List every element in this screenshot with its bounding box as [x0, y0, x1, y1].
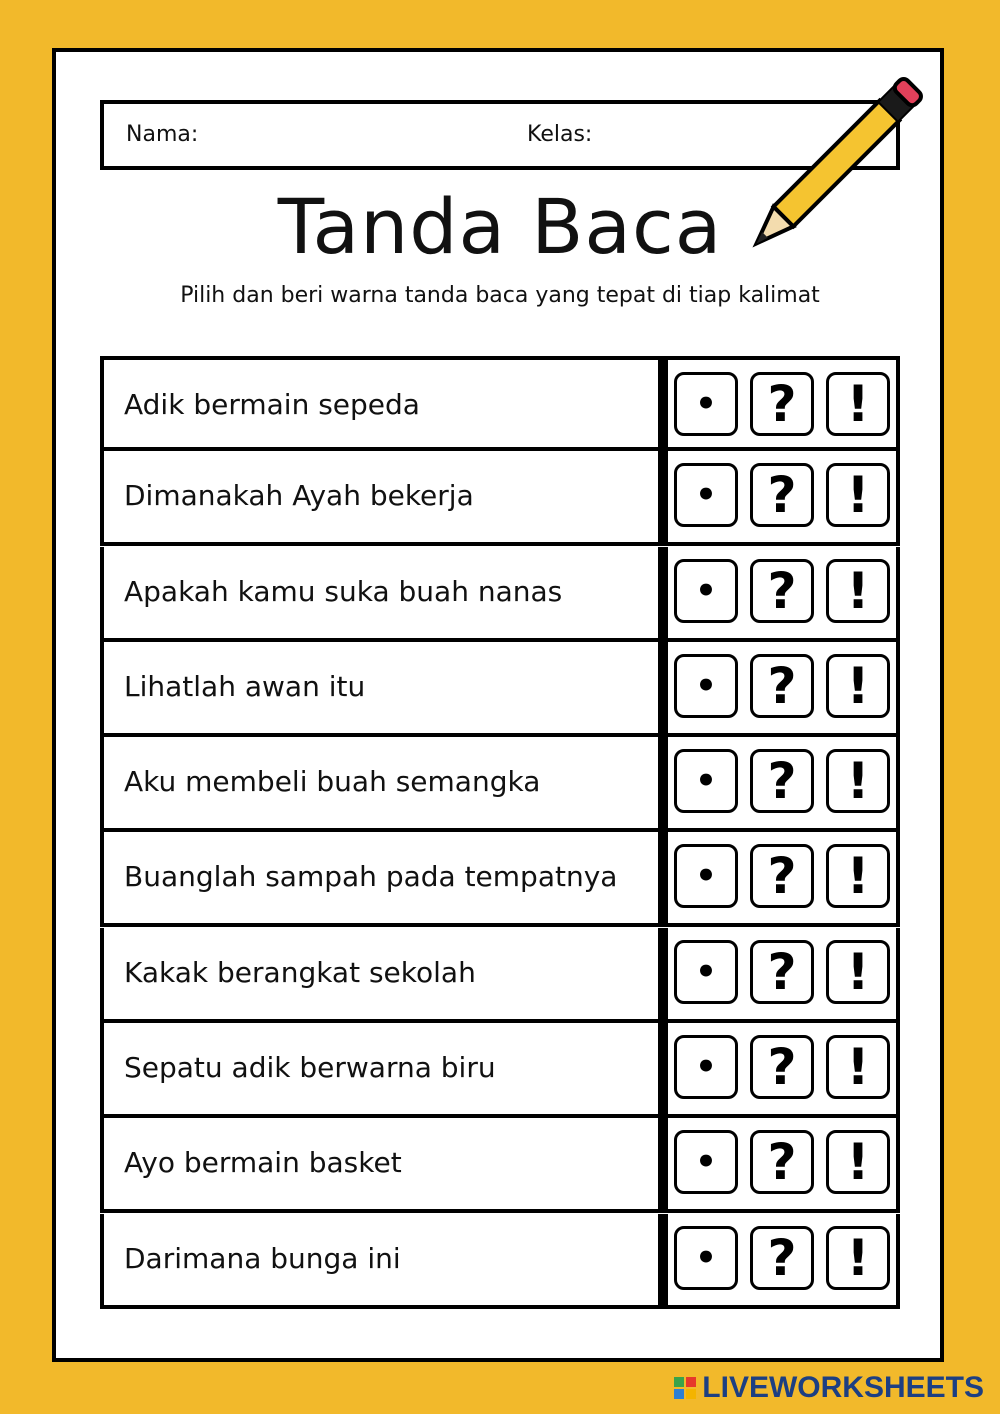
period-option-button[interactable]: • — [674, 940, 738, 1004]
exercise-row — [100, 547, 900, 642]
question-mark-option-button[interactable]: ? — [750, 372, 814, 436]
sentence-text: Lihatlah awan itu — [124, 669, 366, 703]
sentence-cell — [100, 832, 662, 927]
sentence-cell — [100, 928, 662, 1023]
exercise-row — [100, 451, 900, 546]
exclamation-mark-option-button[interactable]: ! — [826, 559, 890, 623]
punctuation-options — [662, 928, 900, 1023]
nama-label: Nama: — [126, 122, 199, 147]
kelas-label: Kelas: — [527, 122, 593, 147]
sentence-text: Dimanakah Ayah bekerja — [124, 479, 474, 513]
question-mark-option-button[interactable]: ? — [750, 749, 814, 813]
exercise-table — [100, 356, 900, 1309]
period-option-button[interactable]: • — [674, 844, 738, 908]
punctuation-options — [662, 547, 900, 642]
exclamation-mark-option-button[interactable]: ! — [826, 372, 890, 436]
punctuation-options — [662, 642, 900, 737]
sentence-text: Sepatu adik berwarna biru — [124, 1051, 496, 1085]
exercise-row — [100, 1023, 900, 1118]
period-option-button[interactable]: • — [674, 372, 738, 436]
punctuation-options — [662, 737, 900, 832]
question-mark-option-button[interactable]: ? — [750, 463, 814, 527]
period-option-button[interactable]: • — [674, 654, 738, 718]
punctuation-options — [662, 1023, 900, 1118]
exercise-row — [100, 928, 900, 1023]
exclamation-mark-option-button[interactable]: ! — [826, 1226, 890, 1290]
punctuation-options — [662, 1214, 900, 1309]
sentence-cell — [100, 737, 662, 832]
sentence-cell — [100, 1118, 662, 1213]
liveworksheets-logo — [674, 1371, 984, 1405]
sentence-text: Adik bermain sepeda — [124, 388, 420, 421]
exercise-row — [100, 356, 900, 451]
sentence-text: Apakah kamu suka buah nanas — [124, 574, 563, 608]
question-mark-option-button[interactable]: ? — [750, 654, 814, 718]
punctuation-options — [662, 832, 900, 927]
sentence-text: Aku membeli buah semangka — [124, 765, 541, 799]
exclamation-mark-option-button[interactable]: ! — [826, 940, 890, 1004]
instructions: Pilih dan beri warna tanda baca yang tepat di tiap kalimat — [180, 283, 820, 308]
period-option-button[interactable]: • — [674, 1130, 738, 1194]
period-option-button[interactable]: • — [674, 1035, 738, 1099]
exercise-row — [100, 1118, 900, 1213]
sentence-text: Darimana bunga ini — [124, 1241, 401, 1275]
period-option-button[interactable]: • — [674, 463, 738, 527]
punctuation-options — [662, 356, 900, 451]
exclamation-mark-option-button[interactable]: ! — [826, 844, 890, 908]
sentence-cell — [100, 1214, 662, 1309]
sentence-text: Buanglah sampah pada tempatnya — [124, 860, 618, 894]
exclamation-mark-option-button[interactable]: ! — [826, 1130, 890, 1194]
exercise-row — [100, 1214, 900, 1309]
period-option-button[interactable]: • — [674, 559, 738, 623]
question-mark-option-button[interactable]: ? — [750, 1130, 814, 1194]
punctuation-options — [662, 1118, 900, 1213]
exclamation-mark-option-button[interactable]: ! — [826, 463, 890, 527]
sentence-cell — [100, 1023, 662, 1118]
page-title: Tanda Baca — [277, 182, 723, 271]
question-mark-option-button[interactable]: ? — [750, 559, 814, 623]
question-mark-option-button[interactable]: ? — [750, 940, 814, 1004]
exercise-row — [100, 832, 900, 927]
sentence-cell — [100, 547, 662, 642]
question-mark-option-button[interactable]: ? — [750, 844, 814, 908]
sentence-cell — [100, 356, 662, 451]
exercise-row — [100, 737, 900, 832]
period-option-button[interactable]: • — [674, 1226, 738, 1290]
brand-name: LIVEWORKSHEETS — [702, 1371, 984, 1404]
sentence-text: Kakak berangkat sekolah — [124, 955, 476, 989]
sentence-cell — [100, 642, 662, 737]
exclamation-mark-option-button[interactable]: ! — [826, 1035, 890, 1099]
exercise-row — [100, 642, 900, 737]
punctuation-options — [662, 451, 900, 546]
exclamation-mark-option-button[interactable]: ! — [826, 749, 890, 813]
question-mark-option-button[interactable]: ? — [750, 1035, 814, 1099]
question-mark-option-button[interactable]: ? — [750, 1226, 814, 1290]
exclamation-mark-option-button[interactable]: ! — [826, 654, 890, 718]
period-option-button[interactable]: • — [674, 749, 738, 813]
brand-logo-icon — [674, 1377, 696, 1399]
sentence-text: Ayo bermain basket — [124, 1146, 402, 1180]
sentence-cell — [100, 451, 662, 546]
